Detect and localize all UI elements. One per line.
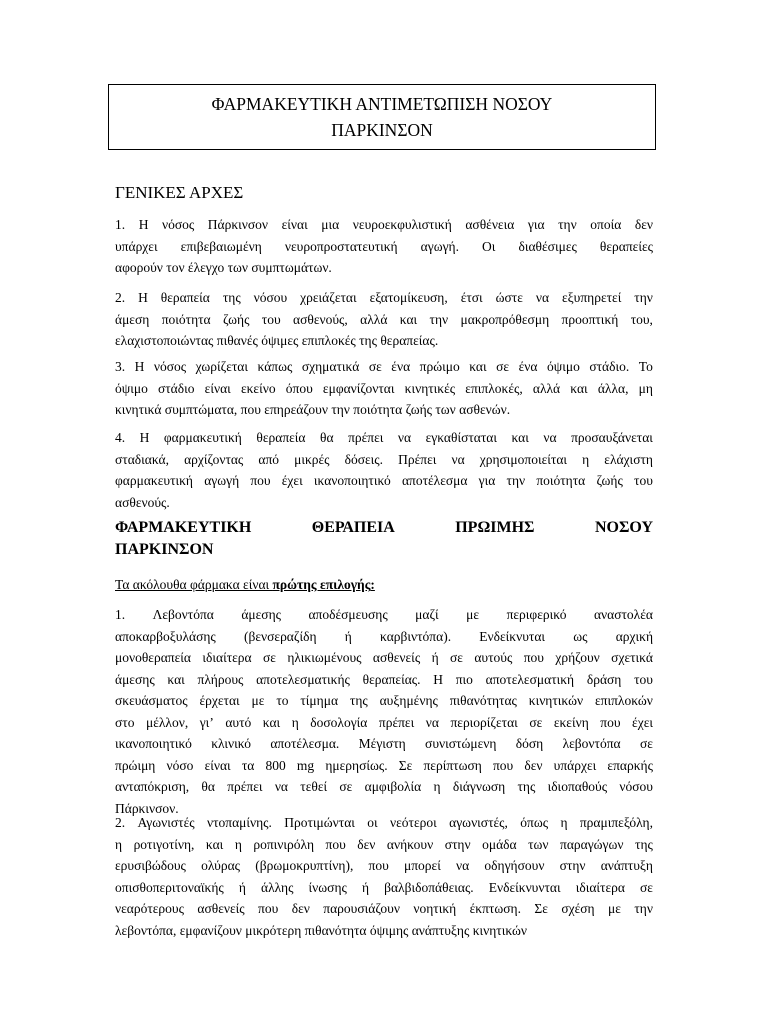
word: συνιστώμενη <box>425 736 497 751</box>
word: που <box>258 901 279 916</box>
word: ανταπόκριση, <box>115 779 190 794</box>
paragraph-line <box>115 877 653 899</box>
word: γι’ <box>199 714 214 730</box>
word: φαρμακευτική <box>115 473 193 488</box>
word: δεν <box>357 836 376 852</box>
word: που <box>492 757 514 773</box>
word: όπως <box>520 815 549 830</box>
word: ασθενείς <box>197 901 245 916</box>
word: επιπλοκές, <box>465 380 523 396</box>
word: ιδιαίτερα <box>575 879 625 895</box>
word: Η <box>138 290 148 305</box>
word: 800 <box>265 757 286 773</box>
paragraph-line <box>115 378 653 400</box>
word: οδηγήσουν <box>484 858 545 873</box>
word: (βενσεραζίδη <box>243 628 317 644</box>
word: εξυπηρετεί <box>561 290 622 305</box>
word: δόση <box>515 736 544 751</box>
paragraph-line <box>115 834 653 856</box>
word: η <box>582 451 590 467</box>
word: για <box>527 217 545 232</box>
word: 3. <box>115 359 126 374</box>
word: και <box>511 430 529 445</box>
word: νόσος <box>153 359 187 374</box>
word: σε <box>639 736 653 751</box>
word: ομάδα <box>482 836 517 852</box>
word: νόσου <box>619 779 653 794</box>
word: όψιμο <box>115 380 148 396</box>
word: οποία <box>590 217 622 232</box>
section-heading-early-line-2: ΠΑΡΚΙΝΣΟΝ <box>115 541 214 558</box>
word: ιδιοπαθούς <box>547 779 608 794</box>
word: τα <box>241 757 255 773</box>
word: που <box>368 858 389 873</box>
word: σκευάσματος <box>115 693 188 708</box>
word: στάδιο. <box>589 359 630 374</box>
word: ανάπτυξη <box>600 858 653 873</box>
word: σε <box>496 359 510 374</box>
word: άλλης <box>261 879 294 895</box>
paragraph-line <box>115 647 653 669</box>
word: θα <box>201 779 215 794</box>
word: με <box>251 693 265 708</box>
word: ερυσιβώδους <box>115 858 186 873</box>
word: να <box>274 779 288 794</box>
word: του <box>634 473 653 488</box>
word: Η <box>433 671 443 687</box>
title-box <box>108 84 656 150</box>
word: η <box>115 836 123 852</box>
word: σχέση <box>561 901 595 916</box>
word: για <box>478 473 496 488</box>
word: δεν <box>291 901 310 916</box>
paragraph-line: λεβοντόπα, εμφανίζουν μικρότερη πιθανότητα όψιμης ανάπτυξης κινητικών <box>115 922 528 938</box>
paragraph-line <box>115 855 653 877</box>
word: ένα <box>518 359 538 374</box>
word: θα <box>320 430 334 445</box>
word: 1. <box>115 607 126 622</box>
section-heading-general: ΓΕΝΙΚΕΣ ΑΡΧΕΣ <box>115 183 244 202</box>
section-heading-early-line-1 <box>115 517 653 539</box>
word: ελάχιστη <box>604 451 653 467</box>
word: ή <box>361 879 370 895</box>
word: που <box>250 473 271 488</box>
word: μικρές <box>294 451 330 467</box>
word: σε <box>529 714 543 730</box>
word: ροτιγοτίνη, <box>133 836 195 852</box>
word: κλινικό <box>211 736 251 751</box>
word: χωρίζεται <box>195 359 248 374</box>
word: αποδέσμευσης <box>308 607 388 622</box>
paragraph-line <box>115 214 653 236</box>
word: υπάρχει <box>115 238 158 254</box>
word: νόσο <box>166 757 194 773</box>
word: έτσι <box>460 290 483 305</box>
word: άμεσης <box>241 607 281 622</box>
word: αποτελεσματική <box>485 671 575 687</box>
word: από <box>258 451 280 467</box>
word: με <box>466 607 480 622</box>
word: της <box>635 836 653 852</box>
paragraph-line <box>115 812 653 834</box>
word: σχετικά <box>611 650 653 665</box>
word: και <box>167 671 185 687</box>
word: αποτέλεσμα. <box>270 736 340 751</box>
word: την <box>429 311 449 327</box>
intro-suffix: : <box>370 577 375 592</box>
word: πραμιπεξόλη, <box>579 815 653 830</box>
word: δεν <box>524 757 543 773</box>
word: βαλβιδοπάθειας. <box>384 879 474 895</box>
word: χρειάζεται <box>300 290 357 305</box>
word: πρώιμη <box>115 757 156 773</box>
word: και <box>262 714 281 730</box>
word: ή <box>344 628 352 644</box>
paragraph-line <box>115 712 653 734</box>
word: σε <box>339 779 353 794</box>
word: ή <box>238 879 246 895</box>
word: δόσεις. <box>344 451 384 467</box>
paragraph-general-3 <box>115 356 653 421</box>
section-heading-early <box>115 517 653 561</box>
word: οι <box>367 815 378 830</box>
first-choice-intro <box>115 574 375 595</box>
word: Η <box>134 359 145 374</box>
word: ίνωσης <box>308 879 347 895</box>
word: μονοθεραπεία <box>115 650 191 665</box>
word: αλλά <box>532 380 561 396</box>
paragraph-dopamine-agonists <box>115 812 653 941</box>
word: το <box>276 693 289 708</box>
paragraph-line <box>115 449 653 471</box>
word: αμφιβολία <box>364 779 422 794</box>
word: η <box>234 836 242 852</box>
word: είναι <box>281 217 308 232</box>
paragraph-general-4 <box>115 427 653 513</box>
word: στην <box>444 836 471 852</box>
word: που <box>600 714 621 730</box>
word: είναι <box>204 757 231 773</box>
word: ποιότητα <box>536 473 586 488</box>
word: η <box>560 815 568 830</box>
paragraph-line <box>115 669 653 691</box>
paragraph-line: κινητικά συμπτώματα, που επηρεάζουν την ποιότητα ζωής των ασθενών. <box>115 402 511 417</box>
word: ικανοποιητικό <box>313 473 391 488</box>
word: ένα <box>391 359 411 374</box>
word: δράση <box>586 671 622 687</box>
word: της <box>349 693 368 708</box>
word: αυτούς <box>474 650 513 665</box>
word: 2. <box>115 290 126 305</box>
word: Σε <box>398 757 413 773</box>
word: η <box>291 714 299 730</box>
word: αναστολέα <box>593 607 653 622</box>
word: πιθανότητας <box>449 693 517 708</box>
word: μακροπρόθεσμη <box>460 311 550 327</box>
word: ποιότητα <box>161 311 211 327</box>
word: νεότεροι <box>390 815 437 830</box>
word: στάδιο <box>157 380 195 396</box>
word: ασθενείς <box>372 650 421 665</box>
word: Οι <box>482 238 496 254</box>
word: του <box>634 671 653 687</box>
word: παρουσιάζουν <box>323 901 400 916</box>
word: πιο <box>455 671 473 687</box>
word: αυτό <box>225 714 252 730</box>
word: έκπτωση. <box>469 901 521 916</box>
word: παραγώγων <box>560 836 624 852</box>
word: του, <box>630 311 653 327</box>
word: να <box>425 714 439 730</box>
word: Η <box>139 430 150 445</box>
word: ιδιαίτερα <box>202 650 252 665</box>
paragraph-line <box>115 733 653 755</box>
word: 2. <box>115 815 126 830</box>
word: προσαυξάνεται <box>571 430 653 445</box>
word: όπου <box>285 380 313 396</box>
word: χρησιμοποιείται <box>479 451 568 467</box>
word: Λεβοντόπα <box>152 607 214 622</box>
word: αποτελεσματικής <box>256 671 350 687</box>
word: Η <box>138 217 149 232</box>
word: περιφερικό <box>506 607 567 622</box>
word: αρχίζοντας <box>184 451 244 467</box>
heading-word: ΠΡΩΙΜΗΣ <box>455 519 535 536</box>
word: αγωνιστές, <box>449 815 508 830</box>
word: ή <box>431 650 439 665</box>
heading-word: ΝΟΣΟΥ <box>594 519 653 536</box>
word: η <box>433 779 441 794</box>
word: νόσος <box>162 217 195 232</box>
word: τεθεί <box>300 779 328 794</box>
word: στην <box>559 858 586 873</box>
word: σε <box>450 650 463 665</box>
paragraph-line <box>115 755 653 777</box>
word: του <box>261 311 281 327</box>
word: Ενδείκνυνται <box>488 879 561 895</box>
word: ροπινιρόλη <box>253 836 315 852</box>
word: ντοπαμίνης. <box>206 815 272 830</box>
paragraph-line <box>115 427 653 449</box>
word: αλλά <box>360 311 388 327</box>
word: πρώιμο <box>419 359 460 374</box>
word: όψιμο <box>547 359 580 374</box>
word: είναι <box>204 380 231 396</box>
paragraph-line: Πάρκινσον. <box>115 800 179 816</box>
word: έχει <box>632 714 653 730</box>
word: των <box>528 836 549 852</box>
word: επαρκής <box>607 757 653 773</box>
word: έχει <box>281 473 303 488</box>
word: Μέγιστη <box>358 736 406 751</box>
word: αγωγή. <box>420 238 459 254</box>
word: μη <box>638 380 653 396</box>
word: ασθένεια <box>465 217 515 232</box>
word: δοσολογία <box>310 714 368 730</box>
paragraph-line <box>115 470 653 492</box>
word: Πρέπει <box>398 451 437 467</box>
word: θεραπείες <box>599 238 653 254</box>
word: κινητικών <box>528 693 584 708</box>
word: χρήζουν <box>555 650 600 665</box>
title-line-1: ΦΑΡΜΑΚΕΥΤΙΚΗ ΑΝΤΙΜΕΤΩΠΙΣΗ ΝΟΣΟΥ <box>211 94 553 114</box>
word: νευροεκφυλιστική <box>352 217 452 232</box>
word: και <box>205 836 224 852</box>
word: οπισθοπεριτοναϊκής <box>115 879 224 895</box>
word: πλήρους <box>197 671 244 687</box>
word: σε <box>263 650 276 665</box>
word: πρέπει <box>378 714 415 730</box>
word: μέλλον, <box>145 714 189 730</box>
word: ώστε <box>495 290 523 305</box>
word: αποτέλεσμα <box>401 473 468 488</box>
word: ασθενούς, <box>293 311 348 327</box>
word: την <box>634 290 653 305</box>
word: μαζί <box>415 607 439 622</box>
word: ζωής <box>596 473 623 488</box>
word: ικανοποιητικό <box>115 736 192 751</box>
word: εγκαθίσταται <box>425 430 497 445</box>
word: αυξημένης <box>379 693 438 708</box>
word: θεραπεία <box>256 430 306 445</box>
word: και <box>570 380 588 396</box>
word: περιορίζεται <box>450 714 518 730</box>
paragraph-general-1 <box>115 214 653 279</box>
paragraph-general-2 <box>115 287 653 352</box>
paragraph-line: ασθενούς. <box>115 494 170 510</box>
word: λεβοντόπα <box>562 736 621 751</box>
word: την <box>634 901 653 916</box>
title-line-2: ΠΑΡΚΙΝΣΟΝ <box>331 120 433 140</box>
word: Ενδείκνυται <box>479 628 546 644</box>
paragraph-line: αφορούν τον έλεγχο των συμπτωμάτων. <box>115 260 332 275</box>
paragraph-levodopa <box>115 604 653 819</box>
heading-word: ΘΕΡΑΠΕΙΑ <box>311 519 395 536</box>
word: διάγνωση <box>452 779 506 794</box>
word: να <box>451 451 465 467</box>
word: ημερησίως. <box>325 757 388 773</box>
paragraph-line <box>115 356 653 378</box>
word: και <box>469 359 487 374</box>
word: εκείνη <box>553 714 589 730</box>
word: της <box>222 290 241 305</box>
word: προοπτική <box>561 311 619 327</box>
word: Το <box>638 359 653 374</box>
word: κινητικές <box>404 380 456 396</box>
word: υπάρχει <box>553 757 597 773</box>
word: ζωής <box>223 311 250 327</box>
word: ως <box>573 628 588 644</box>
intro-prefix: Τα ακόλουθα φάρμακα είναι <box>115 577 273 592</box>
word: άλλα, <box>597 380 629 396</box>
word: Σε <box>534 901 548 916</box>
word: Πάρκινσον <box>207 217 269 232</box>
word: που <box>325 836 346 852</box>
paragraph-line <box>115 776 653 798</box>
word: ολύρας <box>201 858 241 873</box>
word: πρέπει <box>227 779 263 794</box>
word: νόσου <box>253 290 288 305</box>
word: ανήκουν <box>386 836 434 852</box>
word: (βρωμοκρυπτίνη), <box>255 858 354 873</box>
word: στο <box>115 714 135 730</box>
word: την <box>506 473 526 488</box>
word: mg <box>296 757 315 773</box>
word: κάπως <box>257 359 293 374</box>
word: την <box>558 217 577 232</box>
word: Προτιμώνται <box>284 815 355 830</box>
paragraph-line <box>115 287 653 309</box>
word: θεραπείας. <box>362 671 421 687</box>
intro-bold: πρώτης επιλογής <box>272 577 371 592</box>
paragraph-line <box>115 236 653 258</box>
word: δεν <box>634 217 653 232</box>
word: αγωγή <box>204 473 240 488</box>
word: επιπλοκών <box>594 693 653 708</box>
paragraph-line <box>115 309 653 331</box>
word: τίμημα <box>300 693 339 708</box>
word: Αγωνιστές <box>137 815 195 830</box>
word: αποκαρβοξυλάσης <box>115 628 216 644</box>
word: σε <box>368 359 382 374</box>
word: σχηματικά <box>301 359 360 374</box>
paragraph-line <box>115 690 653 712</box>
word: να <box>397 430 412 445</box>
word: 4. <box>115 430 126 445</box>
word: που <box>523 650 544 665</box>
paragraph-line <box>115 898 653 920</box>
word: 1. <box>115 217 126 232</box>
word: να <box>543 430 557 445</box>
paragraph-line <box>115 604 653 626</box>
word: διαθέσιμες <box>518 238 577 254</box>
word: να <box>456 858 470 873</box>
word: έρχεται <box>199 693 240 708</box>
paragraph-line: ελαχιστοποιώντας πιθανές όψιμες επιπλοκές της θεραπείας. <box>115 333 439 348</box>
heading-word: ΦΑΡΜΑΚΕΥΤΙΚΗ <box>115 519 252 536</box>
word: άμεση <box>115 311 150 327</box>
word: της <box>517 779 536 794</box>
word: επιβεβαιωμένη <box>180 238 262 254</box>
word: περίπτωση <box>423 757 482 773</box>
word: καρβιντόπα). <box>380 628 452 644</box>
word: εξατομίκευση, <box>369 290 448 305</box>
word: με <box>608 901 621 916</box>
word: σταδιακά, <box>115 451 169 467</box>
word: άμεσης <box>115 671 155 687</box>
word: ηλικιωμένους <box>287 650 362 665</box>
word: μια <box>321 217 340 232</box>
word: νοητική <box>413 901 457 916</box>
word: νευροπροστατευτική <box>284 238 398 254</box>
word: εκείνο <box>240 380 276 396</box>
word: να <box>535 290 550 305</box>
word: εμφανίζονται <box>322 380 395 396</box>
paragraph-line <box>115 626 653 648</box>
word: μπορεί <box>403 858 441 873</box>
word: φαρμακευτική <box>163 430 242 445</box>
word: νεαρότερους <box>115 901 184 916</box>
word: και <box>399 311 418 327</box>
word: πρέπει <box>348 430 384 445</box>
word: θεραπεία <box>160 290 210 305</box>
word: σε <box>640 879 653 895</box>
word: αρχική <box>615 628 653 644</box>
